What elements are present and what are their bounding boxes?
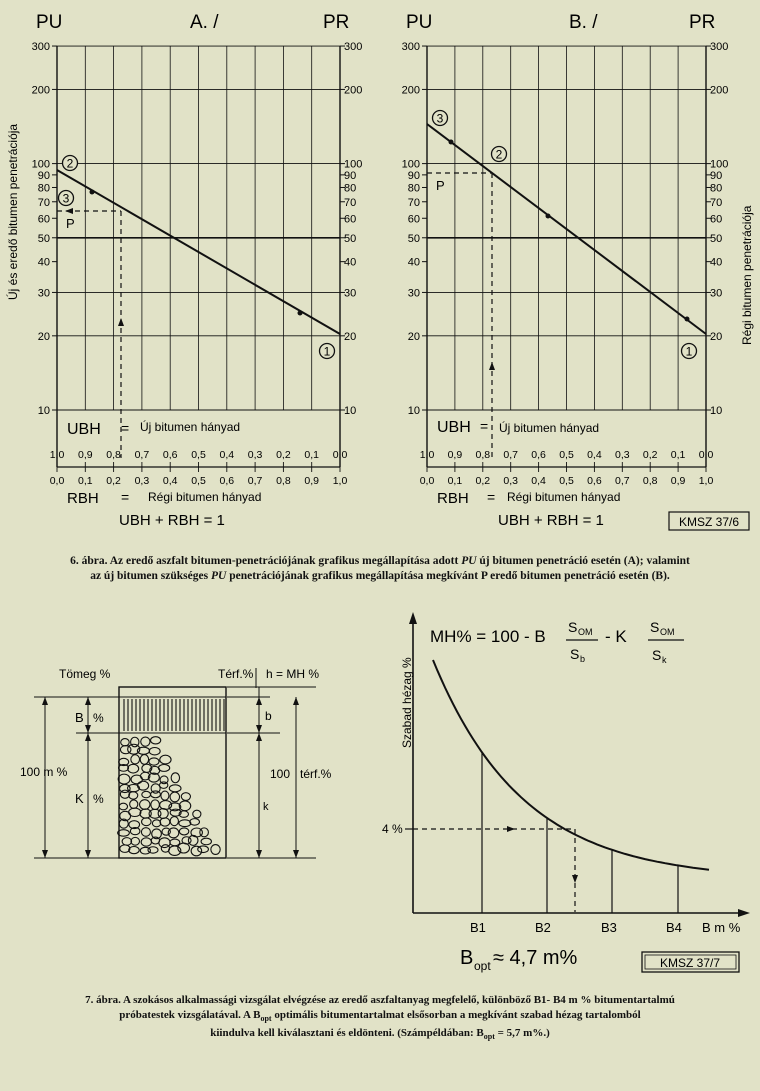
panel-b-ubh-eq: =	[480, 418, 489, 434]
y-tick-right: 300	[344, 41, 363, 54]
y-tick-right: 300	[710, 41, 729, 54]
panel-a-marker-1	[320, 344, 335, 359]
panel-b-marker-2	[492, 147, 507, 162]
rbh-tick-label: 0,1	[447, 475, 463, 487]
ubh-tick-label: 0,0	[332, 449, 348, 461]
y-tick-left: 10	[37, 405, 50, 417]
panel-b-ubh-text: Új bitumen hányad	[499, 421, 600, 435]
ubh-tick-label: 0,1	[670, 449, 686, 461]
y-tick-right: 100	[344, 158, 363, 171]
total-volume-unit: térf.%	[300, 767, 332, 781]
x-tick-b3: B3	[601, 920, 617, 935]
y-tick-left: 200	[401, 84, 420, 97]
panel-a-marker-3	[59, 191, 74, 206]
aggregate-stone	[179, 820, 191, 827]
y-axis-label: Szabad hézag %	[400, 657, 414, 748]
svg-text:KMSZ 37/7: KMSZ 37/7	[659, 956, 721, 970]
y-tick-left: 30	[37, 287, 50, 300]
aggregate-stone	[129, 792, 138, 799]
y-tick-left: 90	[407, 169, 420, 182]
panel-b-ubh-ticks	[420, 449, 714, 461]
rbh-tick-label: 0,0	[419, 475, 435, 487]
ubh-tick-label: 1,0	[49, 449, 65, 461]
y-tick-left: 100	[31, 158, 50, 171]
aggregate-stone	[191, 846, 202, 856]
aggregate-stone	[151, 737, 161, 744]
aggregate-stone	[171, 773, 179, 783]
y-tick-right: 90	[710, 169, 723, 182]
svg-text:1: 1	[685, 344, 693, 359]
x-tick-b2: B2	[535, 920, 551, 935]
bopt-result	[460, 947, 578, 973]
panel-a-ubh-text: Új bitumen hányad	[140, 420, 241, 434]
aggregate-stone	[190, 819, 200, 826]
ubh-tick-label: 0,2	[642, 449, 658, 461]
ubh-tick-label: 0,4	[587, 449, 602, 461]
y-tick-left: 80	[37, 182, 50, 195]
panel-a-point	[298, 311, 303, 316]
rbh-tick-label: 0,2	[106, 475, 121, 487]
aggregate-stone	[170, 792, 179, 802]
panel-b-y-axis-label: Régi bitumen penetrációja	[740, 205, 754, 345]
panel-b-rbh-text: Régi bitumen hányad	[507, 490, 621, 504]
ubh-tick-label: 0,6	[162, 449, 178, 461]
aggregate-stone	[200, 828, 209, 837]
rbh-tick-label: 0,6	[587, 475, 602, 487]
aggregate-fill	[118, 737, 221, 856]
panel-a-arrow-up	[118, 318, 124, 326]
svg-text:OM: OM	[578, 627, 593, 637]
y-tick-right: 30	[344, 287, 357, 300]
panel-b-rbh-eq: =	[487, 489, 496, 505]
aggregate-stone	[128, 764, 139, 773]
aggregate-stone	[161, 791, 169, 800]
aggregate-stone	[169, 785, 181, 792]
aggregate-stone	[140, 755, 148, 765]
aggregate-stone	[158, 765, 169, 772]
ubh-tick-label: 0,0	[698, 449, 714, 461]
formula-mid: - K	[605, 627, 627, 646]
ubh-tick-label: 0,5	[559, 449, 574, 461]
four-percent-arrow	[507, 826, 515, 832]
x-axis-arrow	[738, 909, 750, 917]
svg-text:S: S	[652, 647, 662, 663]
y-tick-left: 300	[31, 41, 50, 54]
aggregate-stone	[170, 817, 178, 826]
aggregate-stone	[162, 828, 170, 835]
y-tick-right: 50	[344, 232, 357, 245]
aggregate-stone	[131, 837, 140, 845]
y-tick-right: 200	[344, 84, 363, 97]
aggregate-mass-letter: K	[75, 791, 84, 806]
ubh-tick-label: 0,8	[475, 449, 491, 461]
svg-text:B: B	[460, 947, 474, 969]
volume-label: Térf.%	[218, 667, 254, 681]
y-tick-right: 80	[710, 182, 723, 195]
svg-text:2: 2	[495, 147, 503, 162]
ubh-tick-label: 1,0	[419, 449, 435, 461]
panel-b-grid	[419, 46, 711, 467]
y-tick-left: 50	[407, 232, 420, 245]
rbh-tick-label: 0,9	[670, 475, 686, 487]
x-tick-b1: B1	[470, 920, 486, 935]
y-tick-left: 80	[407, 182, 420, 195]
y-tick-right: 50	[710, 232, 723, 245]
rbh-tick-label: 1,0	[698, 475, 714, 487]
fig7-stamp	[642, 952, 739, 972]
fig7-caption: 7. ábra. A szokásos alkalmassági vizsgálat elvégzése az eredő aszfaltanyag megfelelő, különböző B1- B4 m % bitumentartalmú próbatestek vizsgálatával. A $B_{opt}$ optimális bitumentartalmat elsősorban a megkívánt szabad hézag tartalomból kiindulva kell kiválasztani és eldönteni. (Számpéldában: $B_{opt} = 5,7$ m%.)	[85, 994, 675, 1042]
rbh-tick-label: 0,4	[162, 475, 178, 487]
svg-text:S: S	[570, 646, 580, 662]
aggregate-stone	[138, 781, 149, 790]
panel-b-point	[546, 214, 551, 219]
aggregate-stone	[179, 828, 188, 835]
void-curve	[433, 660, 709, 870]
aggregate-mass-unit: %	[93, 792, 104, 806]
panel-a-ubh-ticks	[50, 449, 348, 461]
aggregate-stone	[170, 839, 180, 846]
aggregate-stone	[118, 774, 130, 784]
aggregate-stone	[160, 755, 171, 764]
y-tick-left: 20	[407, 330, 420, 343]
aggregate-stone	[141, 828, 150, 837]
y-tick-left: 10	[407, 405, 420, 417]
panel-b-stamp	[669, 512, 749, 530]
rbh-tick-label: 0,7	[247, 475, 263, 487]
total-mass-label: 100 m %	[20, 765, 68, 779]
aggregate-stone	[151, 800, 160, 810]
aggregate-stone	[129, 808, 141, 816]
svg-text:2: 2	[66, 156, 74, 171]
y-tick-left: 90	[37, 169, 50, 182]
panel-b-title: B. /	[569, 12, 598, 33]
aggregate-stone	[122, 838, 131, 846]
rbh-tick-label: 0,0	[49, 475, 65, 487]
bopt-arrow	[572, 875, 578, 883]
panel-a-arrow-left	[65, 208, 73, 214]
rbh-tick-label: 0,1	[77, 475, 93, 487]
aggregate-stone	[142, 791, 151, 797]
y-tick-left: 40	[407, 256, 420, 269]
svg-text:3: 3	[436, 111, 444, 126]
panel-b-point	[449, 140, 454, 145]
bitumen-hatch	[124, 699, 224, 731]
ubh-tick-label: 0,7	[503, 449, 519, 461]
svg-text:k: k	[662, 655, 667, 665]
panel-a-rbh-label: RBH	[67, 490, 99, 507]
x-tick-b4: B4	[666, 920, 682, 935]
aggregate-stone	[130, 800, 138, 809]
rbh-tick-label: 0,9	[304, 475, 320, 487]
aggregate-volume-letter: k	[263, 801, 269, 813]
aggregate-stone	[140, 800, 150, 810]
mass-label: Tömeg %	[59, 667, 111, 681]
y-tick-right: 70	[710, 196, 723, 209]
rbh-tick-label: 0,8	[642, 475, 658, 487]
rbh-tick-label: 0,6	[219, 475, 235, 487]
y-tick-right: 30	[710, 287, 723, 300]
panel-a-pr-label: PR	[323, 12, 350, 33]
aggregate-stone	[152, 820, 160, 827]
total-volume-value: 100	[270, 767, 291, 781]
y-tick-left: 50	[37, 232, 50, 245]
y-tick-left: 60	[407, 213, 420, 226]
air-void-label: h = MH %	[266, 667, 320, 681]
panel-a-point	[90, 190, 95, 195]
aggregate-stone	[129, 846, 140, 853]
void-chart	[382, 612, 750, 973]
y-tick-right: 40	[344, 256, 357, 269]
panel-a-sum-text: UBH + RBH = 1	[119, 512, 225, 529]
bitumen-mass-unit: %	[93, 711, 104, 725]
panel-b-pu-label: PU	[406, 12, 433, 33]
ubh-tick-label: 0,7	[134, 449, 150, 461]
svg-text:3: 3	[62, 191, 70, 206]
panel-a-rbh-text: Régi bitumen hányad	[148, 490, 262, 504]
aggregate-stone	[193, 810, 201, 818]
ubh-tick-label: 0,6	[531, 449, 546, 461]
rbh-tick-label: 0,7	[614, 475, 630, 487]
rbh-tick-label: 1,0	[332, 475, 348, 487]
bitumen-mass-letter: B	[75, 710, 84, 725]
panel-a-y-axis-label: Új és eredő bitumen penetrációja	[6, 123, 20, 300]
aggregate-stone	[119, 803, 127, 810]
panel-a-rbh-eq: =	[121, 489, 130, 505]
rbh-tick-label: 0,8	[276, 475, 291, 487]
panel-a-ubh-eq: =	[121, 420, 130, 436]
rbh-tick-label: 0,4	[531, 475, 546, 487]
y-axis-arrow	[409, 612, 417, 624]
y-tick-right: 10	[344, 405, 357, 417]
panel-b-marker-3	[433, 111, 448, 126]
ubh-tick-label: 0,9	[77, 449, 93, 461]
panel-b-ubh-label: UBH	[437, 419, 471, 436]
panel-a-pu-label: PU	[36, 12, 63, 33]
ubh-tick-label: 0,9	[447, 449, 463, 461]
y-tick-right: 60	[710, 213, 723, 226]
y-tick-right: 40	[710, 256, 723, 269]
panel-b-arrow-up	[489, 362, 495, 370]
panel-a-p-label: P	[66, 216, 75, 231]
aggregate-stone	[148, 847, 158, 853]
x-axis-label: B m %	[702, 920, 741, 935]
aggregate-stone	[142, 818, 152, 826]
four-percent-label: 4 %	[382, 822, 403, 836]
ubh-tick-label: 0,3	[247, 449, 263, 461]
y-tick-right: 100	[710, 158, 729, 171]
aggregate-stone	[188, 835, 198, 845]
panel-a-marker-2	[63, 156, 78, 171]
ubh-tick-label: 0,5	[191, 449, 206, 461]
y-tick-right: 20	[710, 330, 723, 343]
bitumen-volume-letter: b	[265, 709, 272, 723]
chart-panel-a	[5, 12, 362, 529]
fig6-caption: 6. ábra. Az eredő aszfalt bitumen-penetrációjának grafikus megállapítása adott PU új bitumen penetráció esetén (A); valamint az új bitumen szükséges PU penetrációjának grafikus megállapítása megkívánt P eredő bitumen penetráció esetén (B).	[70, 555, 690, 582]
svg-text:S: S	[568, 619, 578, 635]
panel-b-rbh-label: RBH	[437, 490, 469, 507]
panel-b-marker-1	[682, 344, 697, 359]
y-tick-right: 10	[710, 405, 723, 417]
panel-a-grid	[49, 46, 345, 467]
aggregate-stone	[198, 846, 209, 853]
aggregate-stone	[151, 791, 161, 798]
svg-text:OM: OM	[660, 627, 675, 637]
panel-a-ubh-label: UBH	[67, 421, 101, 438]
y-tick-right: 60	[344, 213, 357, 226]
formula-start: MH% = 100 - B	[430, 627, 546, 646]
aggregate-stone	[131, 755, 140, 764]
panel-a-rbh-ticks	[50, 462, 348, 487]
y-tick-right: 20	[344, 330, 357, 343]
rbh-tick-label: 0,5	[559, 475, 574, 487]
y-tick-right: 70	[344, 196, 357, 209]
chart-panel-b	[402, 12, 754, 530]
aggregate-stone	[181, 793, 190, 801]
ubh-tick-label: 0,1	[304, 449, 320, 461]
y-tick-left: 200	[31, 84, 50, 97]
ubh-tick-label: 0,8	[106, 449, 121, 461]
rbh-tick-label: 0,2	[475, 475, 491, 487]
aggregate-stone	[149, 747, 160, 754]
formula-fraction-1	[566, 619, 598, 664]
y-tick-left: 60	[37, 213, 50, 226]
aggregate-stone	[160, 818, 170, 826]
aggregate-stone	[211, 845, 220, 855]
y-tick-left: 300	[401, 41, 420, 54]
aggregate-stone	[141, 838, 151, 846]
svg-text:S: S	[650, 619, 660, 635]
panel-b-pr-label: PR	[689, 12, 716, 33]
svg-text:opt: opt	[474, 959, 491, 973]
y-tick-right: 80	[344, 182, 357, 195]
aggregate-stone	[121, 739, 130, 746]
svg-text:≈ 4,7 m%: ≈ 4,7 m%	[493, 947, 578, 969]
rbh-tick-label: 0,3	[503, 475, 519, 487]
svg-text:1: 1	[323, 344, 331, 359]
ubh-tick-label: 0,4	[219, 449, 235, 461]
panel-a-title: A. /	[190, 12, 219, 33]
aggregate-stone	[159, 782, 167, 788]
rbh-tick-label: 0,3	[134, 475, 150, 487]
svg-text:b: b	[580, 654, 586, 664]
aggregate-stone	[201, 838, 211, 845]
panel-b-sum-text: UBH + RBH = 1	[498, 512, 604, 529]
y-tick-left: 40	[37, 256, 50, 269]
specimen-diagram	[20, 667, 332, 858]
ubh-tick-label: 0,2	[276, 449, 291, 461]
panel-b-p-label: P	[436, 178, 445, 193]
rbh-tick-label: 0,5	[191, 475, 206, 487]
panel-b-rbh-ticks	[420, 462, 714, 487]
y-tick-left: 100	[401, 158, 420, 171]
aggregate-stone	[141, 737, 150, 746]
ubh-tick-label: 0,3	[614, 449, 630, 461]
aggregate-stone	[120, 790, 129, 798]
y-tick-right: 90	[344, 169, 357, 182]
formula-fraction-2	[648, 619, 684, 665]
aggregate-stone	[149, 758, 159, 765]
y-tick-left: 70	[37, 196, 50, 209]
y-tick-left: 20	[37, 330, 50, 343]
panel-a-y-ticks	[32, 41, 363, 417]
y-tick-left: 30	[407, 287, 420, 300]
svg-text:KMSZ 37/6: KMSZ 37/6	[678, 515, 740, 529]
y-tick-right: 200	[710, 84, 729, 97]
aggregate-stone	[158, 808, 168, 818]
panel-b-point	[685, 317, 690, 322]
specimen-lines	[482, 752, 678, 913]
y-tick-left: 70	[407, 196, 420, 209]
